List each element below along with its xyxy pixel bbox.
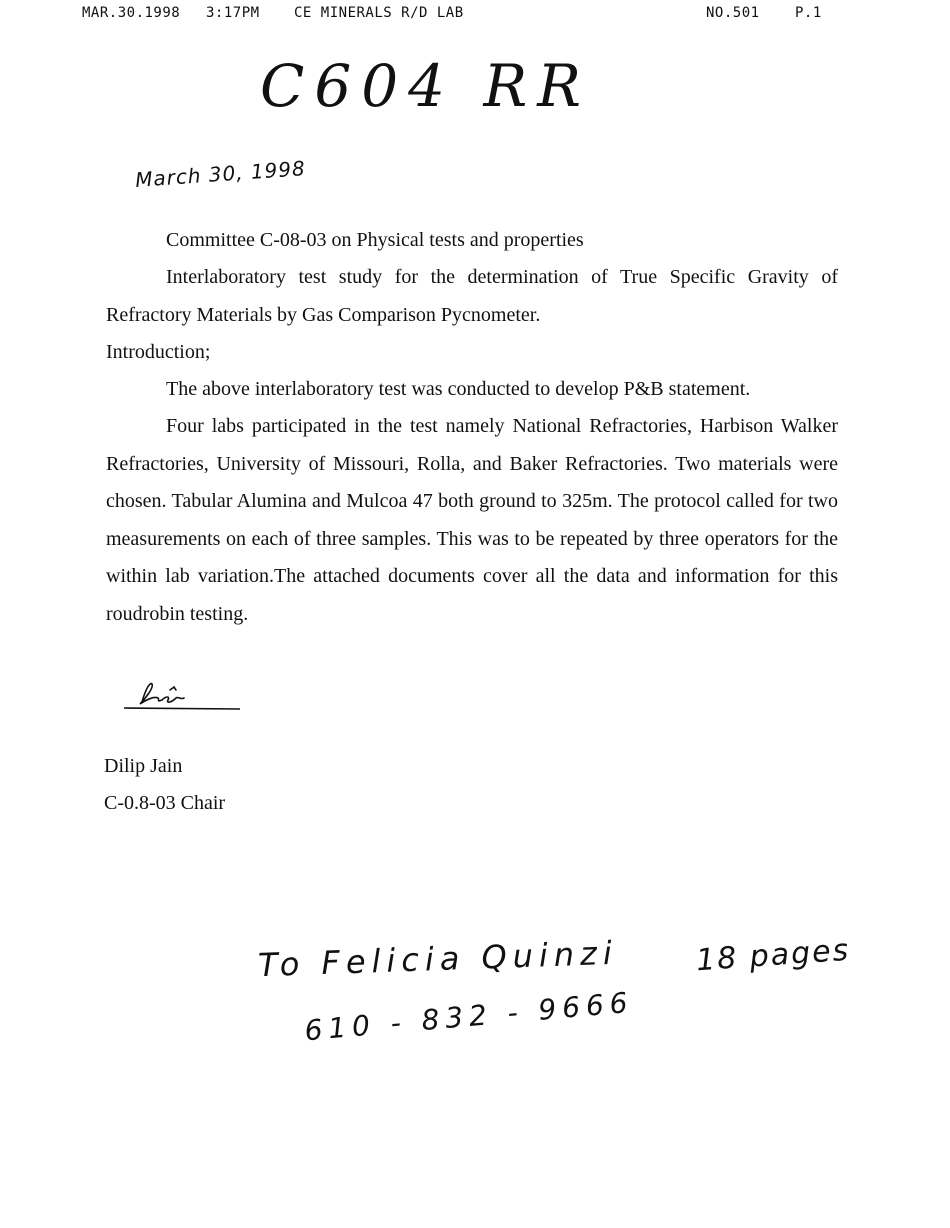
study-title: Interlaboratory test study for the determination of True Specific Gravity of Refractory Materials by Gas Comparison Pycnometer. [106, 266, 838, 326]
fax-header [0, 5, 950, 25]
committee-line: Committee C-08-03 on Physical tests and properties [166, 229, 584, 251]
fax-sender: CE MINERALS R/D LAB [294, 5, 464, 21]
handwritten-date: March 30, 1998 [134, 156, 307, 192]
purpose-paragraph: The above interlaboratory test was conducted to develop P&B statement. [166, 378, 751, 400]
signatory-name: Dilip Jain [104, 755, 183, 777]
handwritten-page-count: 18 pages [694, 932, 852, 979]
handwritten-title: C604 RR [260, 52, 591, 120]
signatory-title: C-0.8-03 Chair [104, 792, 226, 814]
fax-page: P.1 [795, 5, 822, 21]
fax-number: NO.501 [706, 5, 760, 21]
fax-date: MAR.30.1998 [82, 5, 181, 21]
handwritten-phone: 610 - 832 - 9666 [303, 985, 635, 1048]
signature-scribble [120, 674, 244, 714]
fax-time: 3:17PM [206, 5, 260, 21]
description-paragraph: Four labs participated in the test namely National Refractories, Harbison Walker Refractories, University of Missouri, Rolla, and Baker Refractories. Two materials were chosen. Tabular Alumina and Mulcoa 47 both ground to 325m. The protocol called for two measurements on each of three samples. This was to be repeated by three operators for the within lab variation.The attached documents cover all the data and information for this roudrobin testing. [106, 415, 838, 625]
handwritten-recipient: To Felicia Quinzi [257, 933, 619, 985]
introduction-heading: Introduction; [106, 341, 211, 363]
